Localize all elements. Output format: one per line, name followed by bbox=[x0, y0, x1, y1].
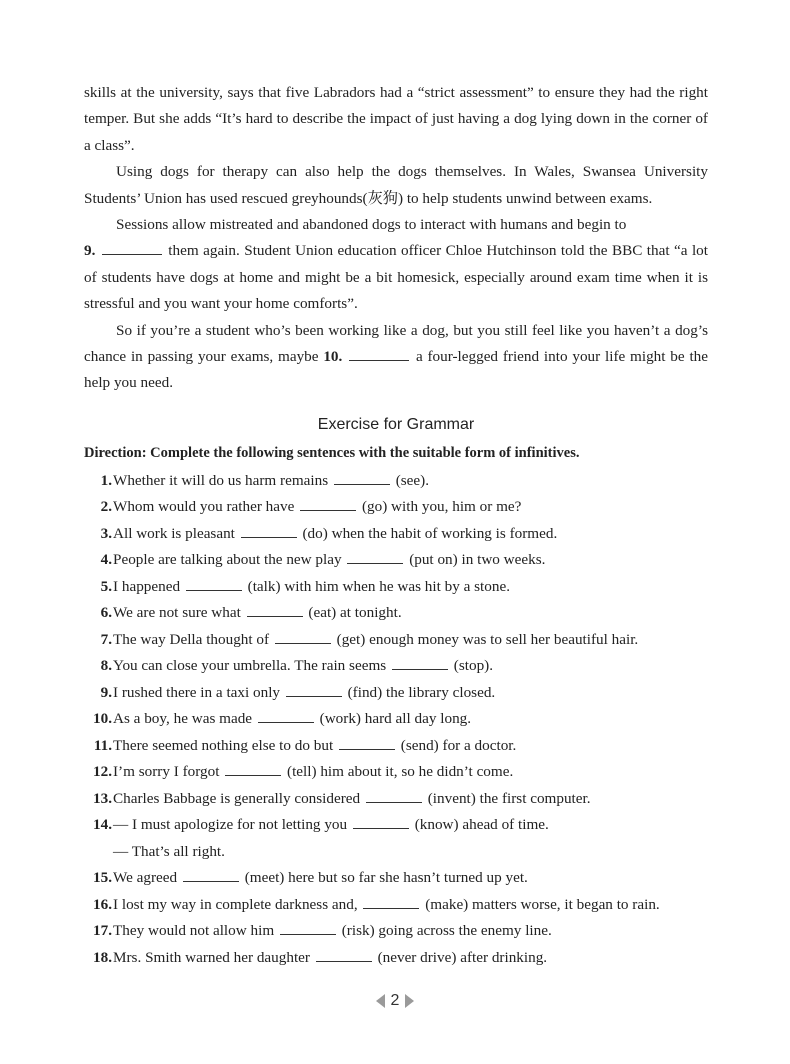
question-text bbox=[113, 706, 471, 733]
question-number: 4. bbox=[100, 551, 112, 569]
question-row bbox=[84, 786, 708, 813]
page-number: 2 bbox=[390, 992, 400, 1009]
answer-blank[interactable] bbox=[225, 761, 281, 776]
question-text bbox=[113, 547, 545, 574]
question-number: 13. bbox=[93, 789, 112, 807]
direction-text: Direction: Complete the following sentences with the suitable form of infinitives. bbox=[84, 444, 580, 461]
question-hint: (meet) here but so far she hasn’t turned up yet. bbox=[244, 869, 528, 887]
answer-blank[interactable] bbox=[392, 655, 448, 670]
answer-blank[interactable] bbox=[316, 947, 372, 962]
question-row bbox=[84, 865, 708, 892]
question-row bbox=[84, 547, 708, 574]
question-hint: (invent) the first computer. bbox=[427, 789, 591, 807]
question-text bbox=[113, 892, 660, 919]
question-stem: — That’s all right. bbox=[113, 842, 225, 860]
question-row bbox=[84, 733, 708, 760]
question-number: 15. bbox=[93, 869, 112, 887]
question-number: 9. bbox=[100, 683, 112, 701]
answer-blank[interactable] bbox=[280, 920, 336, 935]
question-hint: (send) for a doctor. bbox=[400, 736, 517, 754]
question-text bbox=[113, 918, 552, 945]
answer-blank[interactable] bbox=[258, 708, 314, 723]
question-row bbox=[84, 494, 708, 521]
answer-blank[interactable] bbox=[183, 867, 239, 882]
question-number: 2. bbox=[100, 498, 112, 516]
question-text bbox=[113, 680, 495, 707]
question-row bbox=[84, 653, 708, 680]
question-stem: We are not sure what bbox=[113, 604, 241, 622]
question-text bbox=[113, 839, 225, 866]
question-row bbox=[84, 759, 708, 786]
question-row bbox=[84, 521, 708, 548]
question-stem: All work is pleasant bbox=[113, 524, 235, 542]
question-text bbox=[113, 733, 516, 760]
passage-paragraph-3-start: Sessions allow mistreated and abandoned dogs to interact with humans and begin to bbox=[116, 216, 627, 234]
question-number: 1. bbox=[100, 471, 112, 489]
answer-blank[interactable] bbox=[366, 788, 422, 803]
question-hint: (eat) at tonight. bbox=[308, 604, 402, 622]
question-text bbox=[113, 786, 591, 813]
answer-blank[interactable] bbox=[241, 523, 297, 538]
document-page bbox=[84, 80, 708, 971]
question-hint: (talk) with him when he was hit by a stone. bbox=[247, 577, 510, 595]
question-hint: (get) enough money was to sell her beautiful hair. bbox=[336, 630, 639, 648]
answer-blank[interactable] bbox=[247, 602, 303, 617]
previous-page-icon[interactable] bbox=[376, 994, 385, 1008]
question-stem: They would not allow him bbox=[113, 922, 275, 940]
question-stem: You can close your umbrella. The rain seems bbox=[113, 657, 387, 675]
question-stem: Whether it will do us harm remains bbox=[113, 471, 329, 489]
question-hint: (do) when the habit of working is formed. bbox=[302, 524, 558, 542]
question-number: 3. bbox=[100, 524, 112, 542]
question-hint: (stop). bbox=[453, 657, 494, 675]
blank-number-9: 9. bbox=[84, 242, 96, 260]
answer-blank[interactable] bbox=[300, 496, 356, 511]
question-stem: I lost my way in complete darkness and, bbox=[113, 895, 358, 913]
question-number: 14. bbox=[93, 816, 112, 834]
question-stem: — I must apologize for not letting you bbox=[113, 816, 348, 834]
question-text bbox=[113, 468, 429, 495]
question-hint: (tell) him about it, so he didn’t come. bbox=[287, 763, 514, 781]
answer-blank[interactable] bbox=[334, 470, 390, 485]
question-hint: (see). bbox=[395, 471, 430, 489]
question-stem: I happened bbox=[113, 577, 181, 595]
answer-blank-9[interactable] bbox=[102, 240, 162, 255]
blank-number-10: 10. bbox=[323, 348, 343, 366]
question-stem: People are talking about the new play bbox=[113, 551, 342, 569]
question-hint: (work) hard all day long. bbox=[319, 710, 472, 728]
answer-blank[interactable] bbox=[186, 576, 242, 591]
question-number: 18. bbox=[93, 948, 112, 966]
question-stem: Charles Babbage is generally considered bbox=[113, 789, 361, 807]
question-stem: Mrs. Smith warned her daughter bbox=[113, 948, 310, 966]
question-number: 10. bbox=[93, 710, 112, 728]
question-row bbox=[84, 600, 708, 627]
question-stem: The way Della thought of bbox=[113, 630, 270, 648]
question-text bbox=[113, 945, 547, 972]
question-row bbox=[84, 892, 708, 919]
passage-paragraph-2: Using dogs for therapy can also help the dogs themselves. In Wales, Swansea University Students’ Union has used rescued greyhounds(灰狗) to help students unwind between exams. bbox=[84, 163, 708, 207]
question-row bbox=[84, 468, 708, 495]
next-page-icon[interactable] bbox=[405, 994, 414, 1008]
page-footer bbox=[0, 992, 790, 1010]
question-text bbox=[113, 600, 402, 627]
passage-paragraph-4-end: a four-legged friend into your life might be the help you need. bbox=[84, 348, 709, 392]
question-number: 5. bbox=[100, 577, 112, 595]
question-number: 17. bbox=[93, 922, 112, 940]
question-number: 7. bbox=[100, 630, 112, 648]
question-stem: There seemed nothing else to do but bbox=[113, 736, 334, 754]
question-list bbox=[84, 468, 708, 972]
question-hint: (put on) in two weeks. bbox=[409, 551, 546, 569]
question-text bbox=[113, 627, 638, 654]
question-hint: (risk) going across the enemy line. bbox=[341, 922, 552, 940]
question-stem: We agreed bbox=[113, 869, 178, 887]
question-number: 12. bbox=[93, 763, 112, 781]
answer-blank[interactable] bbox=[347, 549, 403, 564]
question-stem: As a boy, he was made bbox=[113, 710, 253, 728]
question-row bbox=[84, 945, 708, 972]
passage-paragraph-4 bbox=[84, 318, 708, 397]
question-number: 6. bbox=[100, 604, 112, 622]
question-text bbox=[113, 653, 493, 680]
question-text bbox=[113, 812, 549, 839]
question-hint: (never drive) after drinking. bbox=[377, 948, 548, 966]
passage-paragraph-1: skills at the university, says that five Labradors had a “strict assessment” to ensure they had the right temper. But she adds “It’s hard to describe the impact of just having a dog lying down in the corner of a class”. bbox=[84, 84, 708, 154]
passage-paragraph-3-end: them again. Student Union education officer Chloe Hutchinson told the BBC that “a lot of students have dogs at home and might be a bit homesick, especially around exam time when it is stressful and you want your home comforts”. bbox=[84, 242, 708, 313]
question-hint: (go) with you, him or me? bbox=[361, 498, 522, 516]
question-row bbox=[84, 680, 708, 707]
question-number: 11. bbox=[93, 736, 112, 754]
answer-blank[interactable] bbox=[286, 682, 342, 697]
question-stem: I rushed there in a taxi only bbox=[113, 683, 281, 701]
passage-paragraph-3 bbox=[84, 212, 708, 318]
question-row bbox=[84, 918, 708, 945]
question-row bbox=[84, 812, 708, 839]
question-number: 16. bbox=[93, 895, 112, 913]
question-text bbox=[113, 574, 510, 601]
passage-paragraph-4-start: So if you’re a student who’s been working like a dog, but you still feel like you haven’t a dog’s chance in passing your exams, maybe bbox=[84, 321, 708, 366]
question-row bbox=[84, 706, 708, 733]
answer-blank[interactable] bbox=[339, 735, 395, 750]
question-hint: (make) matters worse, it began to rain. bbox=[425, 895, 660, 913]
question-row bbox=[84, 574, 708, 601]
section-title: Exercise for Grammar bbox=[317, 415, 475, 433]
question-row bbox=[84, 627, 708, 654]
question-text bbox=[113, 521, 557, 548]
answer-blank[interactable] bbox=[275, 629, 331, 644]
question-stem: Whom would you rather have bbox=[113, 498, 295, 516]
question-row bbox=[84, 839, 708, 866]
question-text bbox=[113, 759, 513, 786]
question-hint: (find) the library closed. bbox=[347, 683, 496, 701]
answer-blank[interactable] bbox=[363, 894, 419, 909]
question-stem: I’m sorry I forgot bbox=[113, 763, 220, 781]
question-text bbox=[113, 494, 521, 521]
answer-blank[interactable] bbox=[353, 814, 409, 829]
question-hint: (know) ahead of time. bbox=[414, 816, 549, 834]
question-number: 8. bbox=[100, 657, 112, 675]
question-text bbox=[113, 865, 528, 892]
answer-blank-10[interactable] bbox=[349, 346, 409, 361]
